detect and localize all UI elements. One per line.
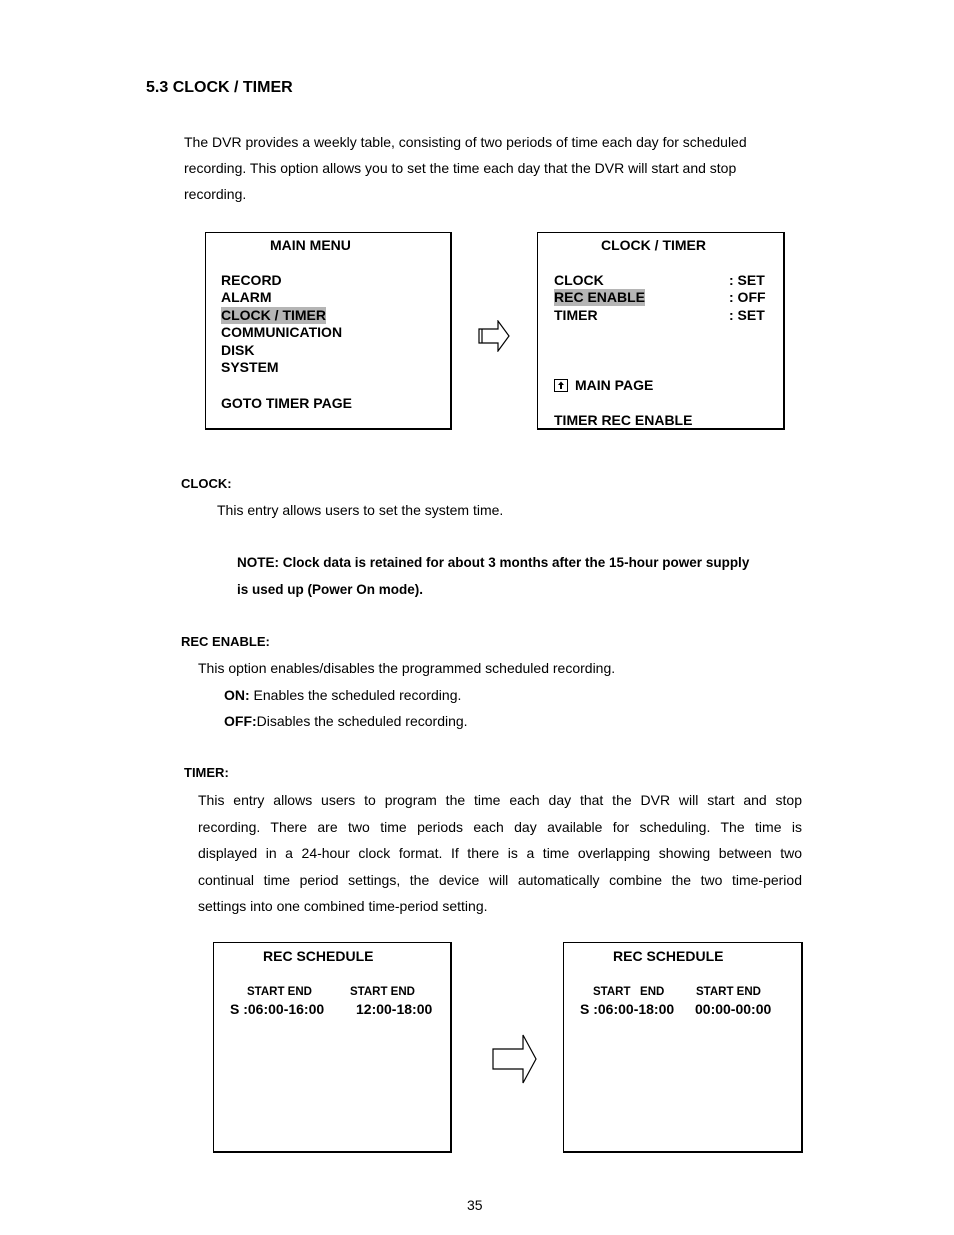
rec-schedule-before-box [213, 942, 452, 1153]
rec-enable-section-text: This option enables/disables the programmed scheduled recording. [198, 660, 616, 676]
on-text: Enables the scheduled recording. [249, 687, 462, 703]
clock-row-value: : SET [729, 272, 765, 288]
rec-enable-on-line [224, 687, 461, 703]
menu-item-goto-timer-page[interactable]: GOTO TIMER PAGE [221, 395, 352, 411]
page-number: 35 [467, 1197, 483, 1213]
clock-note-line1: NOTE: Clock data is retained for about 3 months after the 15-hour power supply [237, 555, 750, 570]
timer-line: settings into one combined time-period setting. [198, 898, 488, 914]
intro-paragraph [184, 129, 747, 207]
schedule-after-header-2: START END [696, 986, 761, 998]
on-label: ON: [224, 687, 250, 703]
off-text: Disables the scheduled recording. [256, 713, 468, 729]
menu-item-record[interactable]: RECORD [221, 272, 282, 288]
menu-item-disk[interactable]: DISK [221, 342, 255, 358]
timer-section-paragraph [198, 787, 802, 920]
schedule-after-period-2: 00:00-00:00 [695, 1001, 772, 1017]
schedule-before-header-2: START END [350, 986, 415, 998]
intro-line: The DVR provides a weekly table, consisting of two periods of time each day for scheduled [184, 134, 747, 150]
timer-line: This entry allows users to program the time each day that the DVR will start and stop [198, 792, 802, 808]
timer-line: continual time period settings, the device will automatically combine the two time-period [198, 871, 802, 888]
menu-item-clock-timer[interactable]: CLOCK / TIMER [221, 307, 326, 323]
menu-item-alarm[interactable]: ALARM [221, 289, 272, 305]
rec-enable-row-label[interactable]: REC ENABLE [554, 289, 646, 305]
intro-line: recording. This option allows you to set the time each day that the DVR will start and stop [184, 160, 737, 176]
timer-section-label: TIMER: [184, 765, 229, 780]
schedule-after-period-1: S :06:00-18:00 [580, 1001, 675, 1017]
schedule-after-title: REC SCHEDULE [613, 948, 724, 964]
timer-row-value: : SET [729, 307, 765, 323]
timer-row-label[interactable]: TIMER [554, 307, 598, 323]
rec-schedule-after-box [563, 942, 803, 1153]
timer-line: displayed in a 24-hour clock format. If there is a time overlapping showing between two [198, 845, 802, 861]
rec-enable-off-line [224, 713, 468, 729]
schedule-before-header-1: START END [247, 986, 312, 998]
clock-timer-menu-box [537, 232, 785, 430]
clock-section-label: CLOCK: [181, 476, 232, 491]
menu-item-communication[interactable]: COMMUNICATION [221, 324, 343, 340]
section-heading: 5.3 CLOCK / TIMER [146, 79, 293, 96]
schedule-before-title: REC SCHEDULE [263, 948, 374, 964]
timer-line: recording. There are two time periods each day available for scheduling. The time is [198, 818, 802, 835]
schedule-before-period-2: 12:00-18:00 [356, 1001, 433, 1017]
intro-line: recording. [184, 186, 247, 202]
timer-rec-enable-footer: TIMER REC ENABLE [554, 412, 693, 428]
clock-section-text: This entry allows users to set the system time. [217, 502, 504, 518]
schedule-before-period-1: S :06:00-16:00 [230, 1001, 325, 1017]
rec-enable-section-label: REC ENABLE: [181, 634, 270, 649]
menu-item-system[interactable]: SYSTEM [221, 359, 279, 375]
off-label: OFF: [224, 713, 257, 729]
clock-note-line2: is used up (Power On mode). [237, 582, 424, 597]
hollow-arrow-right-icon [492, 1034, 538, 1084]
rec-enable-row-value: : OFF [729, 289, 766, 305]
main-page-link[interactable]: MAIN PAGE [575, 377, 654, 393]
clock-timer-title: CLOCK / TIMER [601, 237, 706, 253]
schedule-after-header-1: START END [593, 986, 665, 998]
return-up-icon [554, 379, 568, 392]
hollow-arrow-right-icon [478, 320, 510, 352]
main-menu-title: MAIN MENU [270, 237, 351, 253]
clock-row-label[interactable]: CLOCK [554, 272, 604, 288]
main-menu-box [205, 232, 452, 430]
